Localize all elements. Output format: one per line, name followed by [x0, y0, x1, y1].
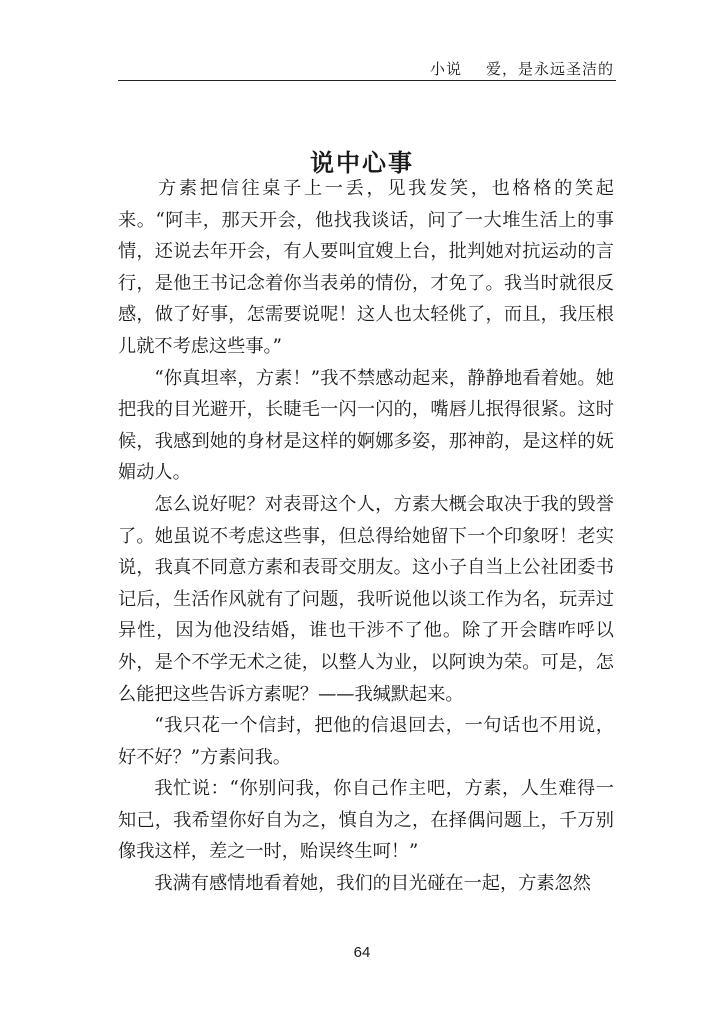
paragraph-1: 方素把信往桌子上一丢，见我发笑，也格格的笑起来。“阿丰，那天开会，他找我谈话，问了一大堆生活上的事情，还说去年开会，有人要叫宜嫂上台，批判她对抗运动的言行，是他王书记念着你当表弟的情份，才免了。我当时就很反感，做了好事，怎需要说呢！这人也太轻佻了，而且，我压根儿就不考虑这些事。” — [118, 178, 614, 357]
header-title: 爱，是永远圣洁的 — [485, 60, 614, 78]
paragraph-4: “我只花一个信封，把他的信退回去，一句话也不用说，好不好？”方素问我。 — [118, 715, 614, 768]
header-rule — [118, 80, 616, 81]
paragraph-3: 怎么说好呢？对表哥这个人，方素大概会取决于我的毁誉了。她虽说不考虑这些事，但总得给她留下一个印象呀！老实说，我真不同意方素和表哥交朋友。这小子自当上公社团委书记后，生活作风就有了问题，我听说他以谈工作为名，玩弄过异性，因为他没结婚，谁也干涉不了他。除了开会瞎咋呼以外，是个不学无术之徒，以整人为业，以阿谀为荣。可是，怎么能把这些告诉方素呢？——我缄默起来。 — [118, 493, 614, 705]
paragraph-5: 我忙说：“你别问我，你自己作主吧，方素，人生难得一知己，我希望你好自为之，慎自为之，在择偶问题上，千万别像我这样，差之一时，贻误终生呵！” — [118, 778, 614, 863]
page-number: 64 — [353, 944, 371, 961]
running-header — [118, 58, 614, 79]
paragraph-6: 我满有感情地看着她，我们的目光碰在一起，方素忽然 — [154, 873, 591, 895]
paragraph-2: “你真坦率，方素！”我不禁感动起来，静静地看着她。她把我的目光避开，长睫毛一闪一闪的，嘴唇儿抿得很紧。这时候，我感到她的身材是这样的婀娜多姿，那神韵，是这样的妩媚动人。 — [118, 367, 614, 484]
chapter-title: 说中心事 — [310, 148, 414, 177]
header-section: 小说 — [429, 60, 462, 78]
body-text — [118, 173, 614, 900]
